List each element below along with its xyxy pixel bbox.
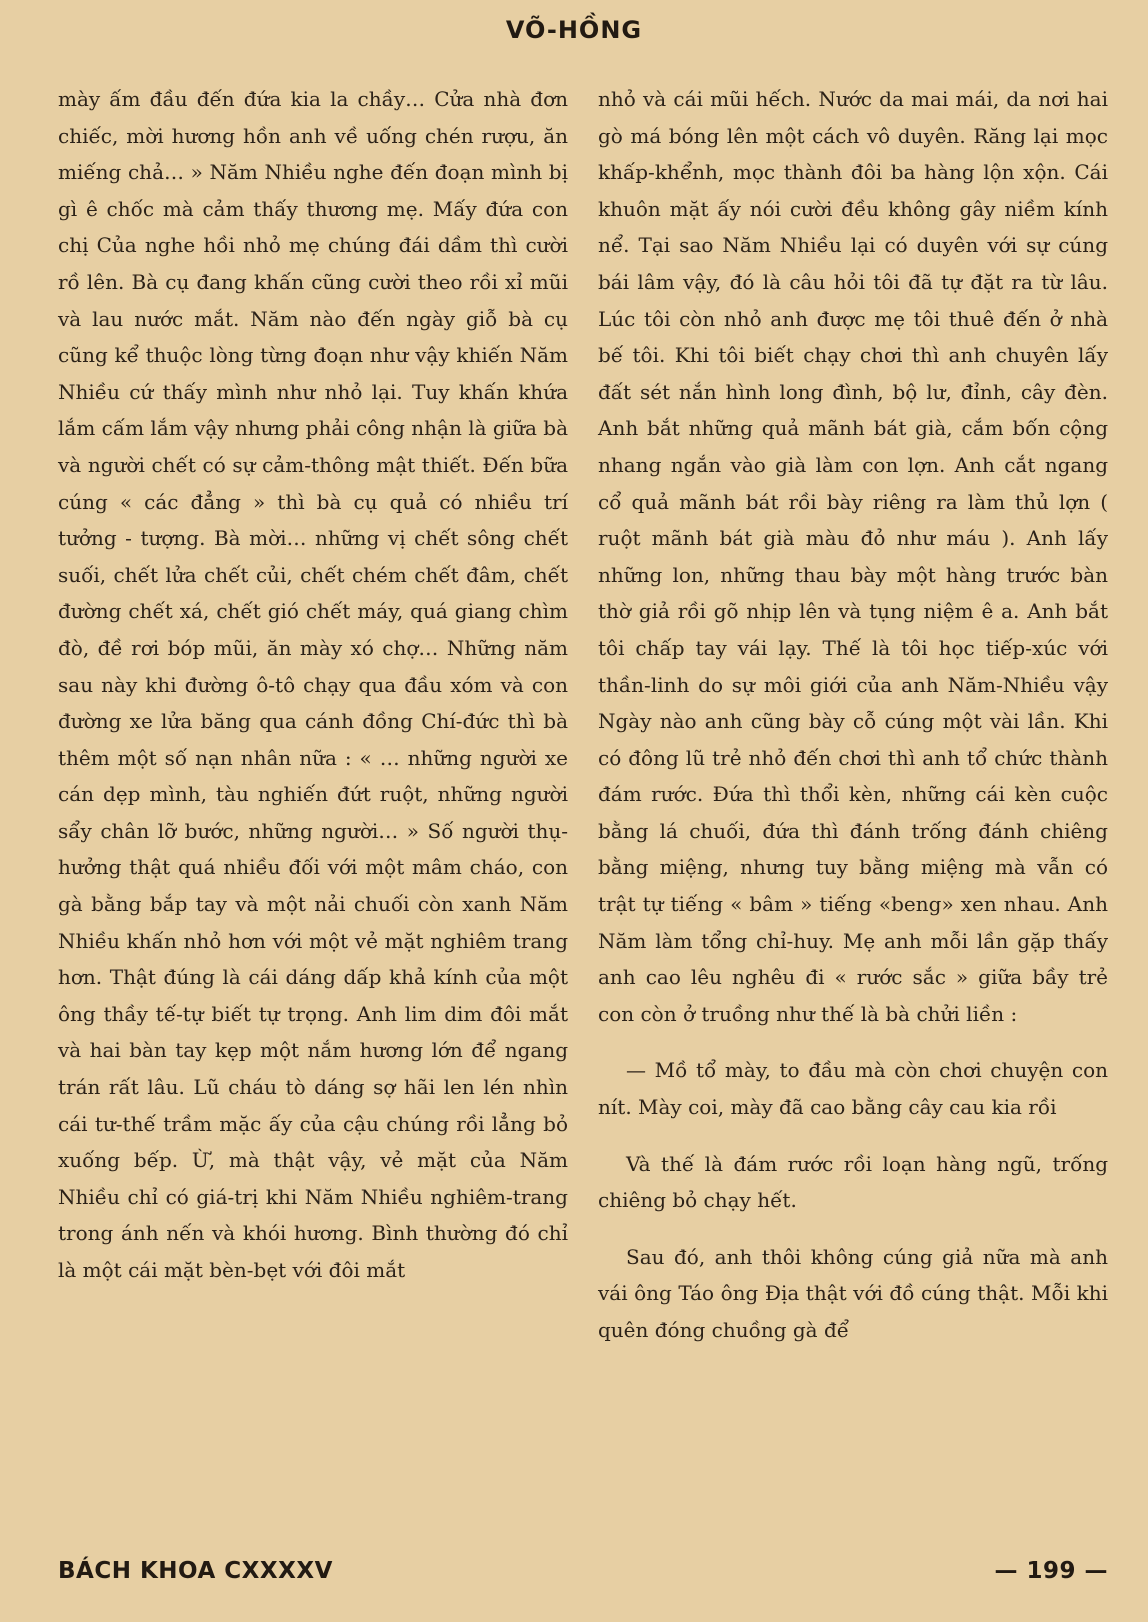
right-paragraph-1: nhỏ và cái mũi hếch. Nước da mai mái, da nơi hai gò má bóng lên một cách vô duyên. Răng lại mọc khấp-khểnh, mọc thành đôi ba hàng lộn xộn. Cái khuôn mặt ấy nói cười đều không gây niềm kính nể. Tại sao Năm Nhiều lại có duyên với sự cúng bái lâm vậy, đó là câu hỏi tôi đã tự đặt ra từ lâu. Lúc tôi còn nhỏ anh được mẹ tôi thuê đến ở nhà bế tôi. Khi tôi biết chạy chơi thì anh chuyên lấy đất sét nắn hình long đình, bộ lư, đỉnh, cây đèn. Anh bắt những quả mãnh bát già, cắm bốn cộng nhang ngắn vào già làm con lợn. Anh cắt ngang cổ quả mãnh bát rồi bày riêng ra làm thủ lợn ( ruột mãnh bát già màu đỏ như máu ). Anh lấy những lon, những thau bày một hàng trước bàn thờ giả rồi gõ nhịp lên và tụng niệm ê a. Anh bắt tôi chấp tay vái lạy. Thế là tôi học tiếp-xúc với thần-linh do sự môi giới của anh Năm-Nhiều vậy Ngày nào anh cũng bày cỗ cúng một vài lần. Khi có đông lũ trẻ nhỏ đến chơi thì anh tổ chức thành đám rước. Đứa thì thổi kèn, những cái kèn cuộc bằng lá chuối, đứa thì đánh trống đánh chiêng bằng miệng, nhưng tuy bằng miệng mà vẫn có trật tự tiếng « bâm » tiếng «beng» xen nhau. Anh Năm làm tổng chỉ-huy. Mẹ anh mỗi lần gặp thấy anh cao lêu nghêu đi « rước sắc » giữa bầy trẻ con còn ở truồng như thế là bà chửi liền : <box>598 87 1108 1026</box>
right-column <box>598 81 1108 1349</box>
paragraph-gap <box>598 1126 1108 1146</box>
journal-title: BÁCH KHOA CXXXXV <box>58 1558 333 1584</box>
left-column-text: mày ấm đầu đến đứa kia la chầy… Cửa nhà đơn chiếc, mời hương hồn anh về uống chén rượu, ăn miếng chả… » Năm Nhiều nghe đến đoạn mình bị gì ê chốc mà cảm thấy thương mẹ. Mấy đứa con chị Của nghe hồi nhỏ mẹ chúng đái dầm thì cười rồ lên. Bà cụ đang khấn cũng cười theo rồi xỉ mũi và lau nước mắt. Năm nào đến ngày giỗ bà cụ cũng kể thuộc lòng từng đoạn như vậy khiến Năm Nhiều cứ thấy mình như nhỏ lại. Tuy khấn khứa lắm cấm lắm vậy nhưng phải công nhận là giữa bà và người chết có sự cảm-thông mật thiết. Đến bữa cúng « các đẳng » thì bà cụ quả có nhiều trí tưởng - tượng. Bà mời… những vị chết sông chết suối, chết lửa chết củi, chết chém chết đâm, chết đường chết xá, chết gió chết máy, quá giang chìm đò, đề rơi bóp mũi, ăn mày xó chợ… Những năm sau này khi đường ô-tô chạy qua đầu xóm và con đường xe lửa băng qua cánh đồng Chí-đức thì bà thêm một số nạn nhân nữa : « … những người xe cán dẹp mình, tàu nghiến đứt ruột, những người sẩy chân lỡ bước, những người… » Số người thụ-hưởng thật quá nhiều đối với một mâm cháo, con gà bằng bắp tay và một nải chuối còn xanh Năm Nhiều khấn nhỏ hơn với một vẻ mặt nghiêm trang hơn. Thật đúng là cái dáng dấp khả kính của một ông thầy tế-tự biết tự trọng. Anh lim dim đôi mắt và hai bàn tay kẹp một nắm hương lớn để ngang trán rất lâu. Lũ cháu tò dáng sợ hãi len lén nhìn cái tư-thế trầm mặc ấy của cậu chúng rồi lẳng bỏ xuống bếp. Ừ, mà thật vậy, vẻ mặt của Năm Nhiều chỉ có giá-trị khi Năm Nhiều nghiêm-trang trong ánh nến và khói hương. Bình thường đó chỉ là một cái mặt bèn-bẹt với đôi mắt <box>58 87 568 1282</box>
left-column <box>58 81 568 1289</box>
right-paragraph-4: Sau đó, anh thôi không cúng giả nữa mà anh vái ông Táo ông Địa thật với đồ cúng thật. Mỗi khi quên đóng chuồng gà để <box>598 1244 1108 1342</box>
running-header: VÕ-HỒNG <box>505 16 643 44</box>
paragraph-gap <box>598 1219 1108 1239</box>
right-paragraph-2: — Mồ tổ mày, to đầu mà còn chơi chuyện con nít. Mày coi, mày đã cao bằng cây cau kia rồi <box>598 1058 1108 1120</box>
right-paragraph-3: Và thế là đám rước rồi loạn hàng ngũ, trống chiêng bỏ chạy hết. <box>598 1151 1108 1213</box>
page-number: — 199 — <box>994 1558 1108 1584</box>
paragraph-gap <box>598 1032 1108 1052</box>
